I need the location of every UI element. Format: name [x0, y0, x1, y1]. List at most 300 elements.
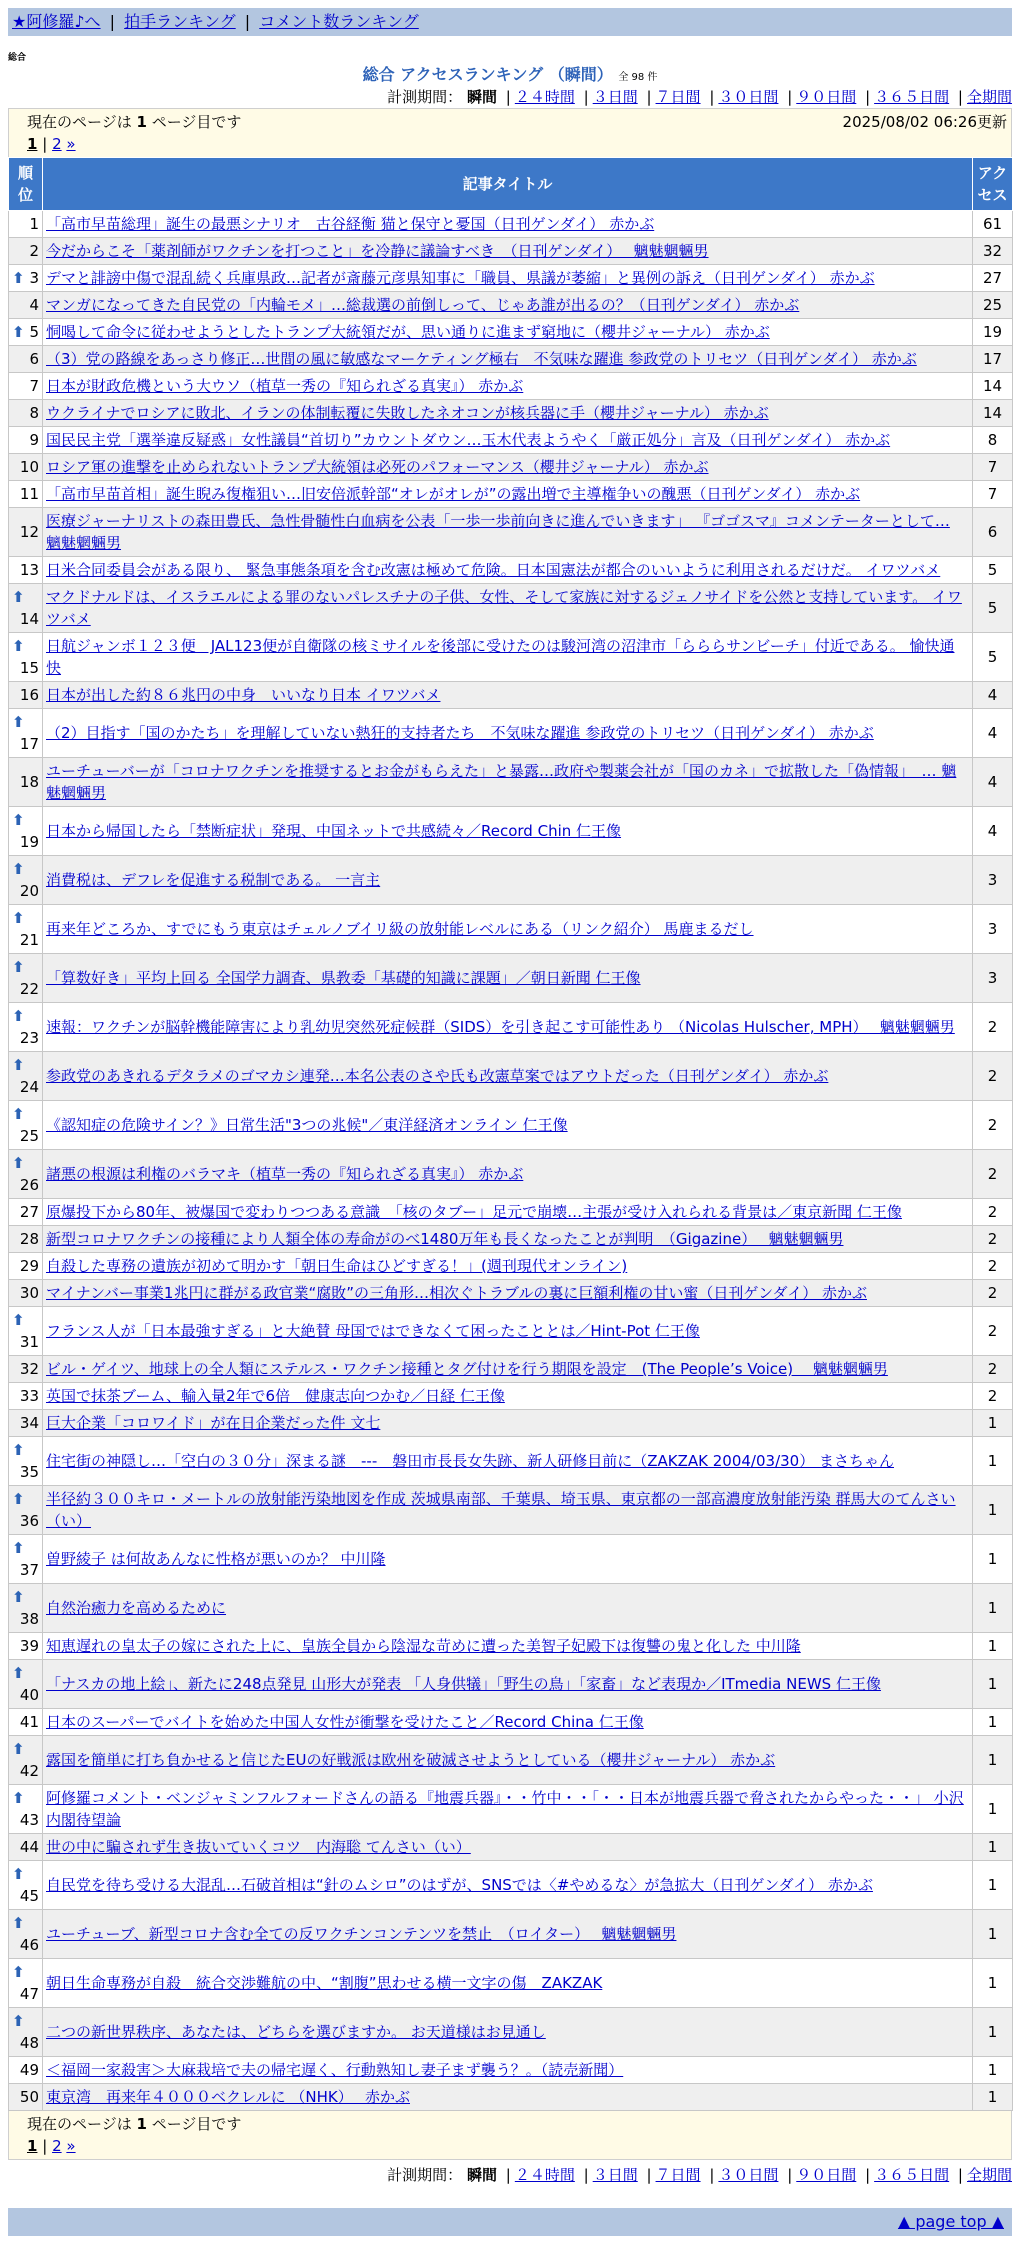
rank-number: 12	[19, 523, 39, 541]
table-row	[9, 1486, 1013, 1535]
access-count: 1	[973, 2057, 1013, 2084]
title-cell	[43, 1307, 973, 1356]
access-count: 6	[973, 508, 1013, 557]
title-cell	[43, 1437, 973, 1486]
rank-cell	[9, 1709, 43, 1736]
table-row	[9, 1736, 1013, 1785]
period-link-90d[interactable]: ９０日間	[796, 88, 857, 106]
rank-cell	[9, 2084, 43, 2111]
access-count: 2	[973, 1003, 1013, 1052]
article-link[interactable]: 国民民主党「選挙違反疑惑」女性議員“首切り”カウントダウン…玉木代表ようやく「厳正処分」言及（日刊ゲンダイ） 赤かぶ	[46, 431, 891, 449]
rank-number: 25	[19, 1127, 39, 1145]
page-1-current: 1	[27, 135, 38, 153]
title-cell	[43, 211, 973, 238]
up-arrow-icon: ⬆	[12, 1311, 25, 1329]
table-row	[9, 856, 1013, 905]
article-link[interactable]: 日本から帰国したら「禁断症状」発現、中国ネットで共感続々／Record Chin 仁王像	[46, 822, 622, 840]
article-link[interactable]: 日本が出した約８６兆円の中身 いいなり日本 イワツバメ	[46, 686, 441, 704]
clap-ranking-link[interactable]: 拍手ランキング	[124, 12, 236, 31]
access-count: 5	[973, 557, 1013, 584]
access-count: 1	[973, 2084, 1013, 2111]
table-row	[9, 1959, 1013, 2008]
title-cell	[43, 265, 973, 292]
access-count: 19	[973, 319, 1013, 346]
rank-cell	[9, 905, 43, 954]
table-row	[9, 481, 1013, 508]
article-link[interactable]: 新型コロナワクチンの接種により人類全体の寿命がのべ1480万年も長くなったことが判明 （Gigazine） 魑魅魍魎男	[46, 1230, 844, 1248]
rank-cell	[9, 633, 43, 682]
rank-cell	[9, 319, 43, 346]
rank-number: 39	[19, 1637, 39, 1655]
title-cell	[43, 2057, 973, 2084]
rank-number: 31	[19, 1333, 39, 1351]
page-title	[8, 64, 1012, 86]
article-link[interactable]: 巨大企業「コロワイド」が在日企業だった件 文七	[46, 1414, 381, 1432]
rank-number: 27	[19, 1203, 39, 1221]
article-link[interactable]: 「算数好き」平均上回る 全国学力調査、県教委「基礎的知識に課題」／朝日新聞 仁王像	[46, 969, 641, 987]
rank-number: 8	[29, 404, 39, 422]
period-link-7d[interactable]: ７日間	[655, 2166, 701, 2184]
period-label: 計測期間：	[387, 88, 463, 106]
rank-cell	[9, 1356, 43, 1383]
access-count: 5	[973, 584, 1013, 633]
rank-number: 32	[19, 1360, 39, 1378]
up-arrow-icon: ⬆	[12, 860, 25, 878]
title-cell	[43, 1584, 973, 1633]
title-cell	[43, 292, 973, 319]
title-cell	[43, 905, 973, 954]
table-row	[9, 1199, 1013, 1226]
access-count: 25	[973, 292, 1013, 319]
rank-cell	[9, 954, 43, 1003]
access-count: 2	[973, 1199, 1013, 1226]
article-link[interactable]: ユーチューバーが「コロナワクチンを推奨するとお金がもらえた」と暴露…政府や製薬会社が「国のカネ」で拡散した「偽情報」 … 魑魅魍魎男	[46, 762, 957, 802]
table-row	[9, 1052, 1013, 1101]
table-row	[9, 400, 1013, 427]
rank-number: 10	[19, 458, 39, 476]
period-link-30d[interactable]: ３０日間	[718, 88, 779, 106]
article-link[interactable]: 半径約３００キロ・メートルの放射能汚染地図を作成 茨城県南部、千葉県、埼玉県、東京都の一部高濃度放射能汚染 群馬大のてんさい（い）	[46, 1490, 956, 1530]
period-link-90d[interactable]: ９０日間	[796, 2166, 857, 2184]
rank-number: 9	[29, 431, 39, 449]
title-cell	[43, 682, 973, 709]
article-link[interactable]: 「高市早苗首相」誕生睨み復権狙い…旧安倍派幹部“オレがオレが”の露出増で主導権争いの醜悪（日刊ゲンダイ） 赤かぶ	[46, 485, 861, 503]
title-cell	[43, 427, 973, 454]
comment-ranking-link[interactable]: コメント数ランキング	[259, 12, 419, 31]
rank-number: 30	[19, 1284, 39, 1302]
rank-number: 13	[19, 561, 39, 579]
rank-cell	[9, 508, 43, 557]
table-row	[9, 1910, 1013, 1959]
table-row	[9, 905, 1013, 954]
article-link[interactable]: ユーチューブ、新型コロナ含む全ての反ワクチンコンテンツを禁止 （ロイター） 魑魅魍魎男	[46, 1925, 677, 1943]
rank-cell	[9, 373, 43, 400]
access-count: 14	[973, 400, 1013, 427]
table-row	[9, 2084, 1013, 2111]
home-link[interactable]: ★阿修羅♪へ	[12, 12, 101, 31]
title-cell	[43, 584, 973, 633]
article-link[interactable]: 原爆投下から80年、被爆国で変わりつつある意識 「核のタブー」足元で崩壊…主張が受け入れられる背景は／東京新聞 仁王像	[46, 1203, 902, 1221]
title-cell	[43, 1003, 973, 1052]
pager-top: 現在のページは 1 ページ目です 2025/08/02 06:26更新 1 | 2 »	[8, 108, 1012, 157]
rank-cell	[9, 1410, 43, 1437]
up-arrow-icon: ⬆	[12, 637, 25, 655]
rank-cell	[9, 1584, 43, 1633]
title-cell	[43, 758, 973, 807]
article-link[interactable]: ロシア軍の進撃を止められないトランプ大統領は必死のパフォーマンス（櫻井ジャーナル） 赤かぶ	[46, 458, 709, 476]
up-arrow-icon: ⬆	[12, 588, 25, 606]
title-cell	[43, 709, 973, 758]
table-row	[9, 2057, 1013, 2084]
article-link[interactable]: 恫喝して命令に従わせようとしたトランプ大統領だが、思い通りに進まず窮地に（櫻井ジャーナル） 赤かぶ	[46, 323, 770, 341]
table-row	[9, 557, 1013, 584]
access-count: 2	[973, 1356, 1013, 1383]
table-row	[9, 1003, 1013, 1052]
article-link[interactable]: 日航ジャンボ１２３便 JAL123便が自衛隊の核ミサイルを後部に受けたのは駿河湾の沼津市「らららサンビーチ」付近である。 愉快通快	[46, 637, 955, 677]
title-cell	[43, 1910, 973, 1959]
rank-number: 36	[19, 1512, 39, 1530]
up-arrow-icon: ⬆	[12, 1740, 25, 1758]
rank-cell	[9, 427, 43, 454]
access-count: 4	[973, 682, 1013, 709]
rank-cell	[9, 1535, 43, 1584]
access-count: 2	[973, 1307, 1013, 1356]
table-row	[9, 1307, 1013, 1356]
title-cell	[43, 508, 973, 557]
article-link[interactable]: 世の中に騙されず生き抜いていくコツ 内海聡 てんさい（い）	[46, 1838, 471, 1856]
article-link[interactable]: 朝日生命専務が自殺 統合交渉難航の中、“割腹”思わせる横一文字の傷 ZAKZAK	[46, 1974, 603, 1992]
rank-number: 37	[19, 1561, 39, 1579]
table-row	[9, 1383, 1013, 1410]
rank-cell	[9, 1834, 43, 1861]
up-arrow-icon: ⬆	[12, 2012, 25, 2030]
access-count: 1	[973, 1709, 1013, 1736]
access-count: 4	[973, 709, 1013, 758]
access-count: 1	[973, 1535, 1013, 1584]
access-count: 1	[973, 1633, 1013, 1660]
nav-separator: |	[244, 12, 251, 31]
pager-bottom: 現在のページは 1 ページ目です 1 | 2 »	[8, 2111, 1012, 2160]
article-link[interactable]: 自然治癒力を高めるために	[46, 1599, 227, 1617]
up-arrow-icon: ⬆	[12, 1789, 25, 1807]
access-count: 2	[973, 1052, 1013, 1101]
current-page-text: 現在のページは 1 ページ目です	[27, 113, 242, 131]
total-count: 全 98 件	[618, 72, 658, 83]
article-link[interactable]: 英国で抹茶ブーム、輸入量2年で6倍 健康志向つかむ／日経 仁王像	[46, 1387, 505, 1405]
article-link[interactable]: 自殺した専務の遺族が初めて明かす「朝日生命はひどすぎる！」(週刊現代オンライン)	[46, 1257, 628, 1275]
table-row	[9, 1410, 1013, 1437]
access-count: 1	[973, 1584, 1013, 1633]
nav-separator: |	[109, 12, 116, 31]
article-link[interactable]: マクドナルドは、イスラエルによる罪のないパレスチナの子供、女性、そして家族に対するジェノサイドを公然と支持しています。 イワツバメ	[46, 588, 962, 628]
rank-number: 26	[19, 1176, 39, 1194]
access-count: 14	[973, 373, 1013, 400]
access-count: 1	[973, 1486, 1013, 1535]
rank-cell	[9, 454, 43, 481]
article-link[interactable]: マイナンバー事業1兆円に群がる政官業“腐敗”の三角形…相次ぐトラブルの裏に巨額利権の甘い蜜（日刊ゲンダイ） 赤かぶ	[46, 1284, 867, 1302]
access-count: 1	[973, 1660, 1013, 1709]
up-arrow-icon: ⬆	[12, 1914, 25, 1932]
title-cell	[43, 1709, 973, 1736]
title-cell	[43, 1101, 973, 1150]
table-row	[9, 1280, 1013, 1307]
article-link[interactable]: 自民党を待ち受ける大混乱…石破首相は“針のムシロ”のはずが、SNSでは〈#やめるな〉が急拡大（日刊ゲンダイ） 赤かぶ	[46, 1876, 873, 1894]
rank-cell	[9, 1785, 43, 1834]
page-top-link[interactable]: ▲ page top ▲	[897, 2212, 1004, 2231]
rank-cell	[9, 1199, 43, 1226]
article-link[interactable]: 二つの新世界秩序、あなたは、どちらを選びますか。 お天道様はお見通し	[46, 2023, 546, 2041]
next-page-link[interactable]: »	[66, 135, 76, 153]
table-row	[9, 1356, 1013, 1383]
access-count: 1	[973, 1910, 1013, 1959]
article-link[interactable]: ＜福岡一家殺害＞大麻栽培で夫の帰宅遅く、行動熟知し妻子まず襲う？。（読売新聞）	[46, 2061, 624, 2079]
table-row	[9, 2008, 1013, 2057]
up-arrow-icon: ⬆	[12, 1539, 25, 1557]
rank-cell	[9, 1383, 43, 1410]
title-cell	[43, 1280, 973, 1307]
article-link[interactable]: 日米合同委員会がある限り、 緊急事態条項を含む改憲は極めて危険。日本国憲法が都合のいいように利用されるだけだ。 イワツバメ	[46, 561, 941, 579]
article-link[interactable]: マンガになってきた自民党の「内輪モメ」…総裁選の前倒しって、じゃあ誰が出るの？（日刊ゲンダイ） 赤かぶ	[46, 296, 800, 314]
access-count: 1	[973, 1437, 1013, 1486]
table-row	[9, 1633, 1013, 1660]
title-cell	[43, 954, 973, 1003]
access-count: 1	[973, 1959, 1013, 2008]
table-row	[9, 954, 1013, 1003]
rank-cell	[9, 400, 43, 427]
access-count: 1	[973, 1834, 1013, 1861]
article-link[interactable]: 日本のスーパーでバイトを始めた中国人女性が衝撃を受けたこと／Record China 仁王像	[46, 1713, 644, 1731]
article-link[interactable]: 日本が財政危機という大ウソ（植草一秀の『知られざる真実』） 赤かぶ	[46, 377, 524, 395]
period-link-3d[interactable]: ３日間	[592, 2166, 638, 2184]
table-row	[9, 682, 1013, 709]
rank-cell	[9, 1253, 43, 1280]
article-link[interactable]: （2）目指す「国のかたち」を理解していない熱狂的支持者たち 不気味な躍進 参政党のトリセツ（日刊ゲンダイ） 赤かぶ	[46, 724, 874, 742]
article-link[interactable]: 医療ジャーナリストの森田豊氏、急性骨髄性白血病を公表「一歩一歩前向きに進んでいきます」 『ゴゴスマ』コメンテーターとして… 魑魅魍魎男	[46, 512, 950, 552]
title-cell	[43, 1785, 973, 1834]
up-arrow-icon: ⬆	[12, 1007, 25, 1025]
rank-cell	[9, 1660, 43, 1709]
rank-number: 50	[19, 2088, 39, 2106]
access-count: 1	[973, 1785, 1013, 1834]
table-row	[9, 633, 1013, 682]
article-link[interactable]: 東京湾 再来年４０００ベクレルに （NHK） 赤かぶ	[46, 2088, 410, 2106]
article-link[interactable]: 阿修羅コメント・ベンジャミンフルフォードさんの語る『地震兵器』・・竹中・・「・・日本が地震兵器で脅されたからやった・・」 小沢内閣待望論	[46, 1789, 964, 1829]
rank-cell	[9, 709, 43, 758]
title-cell	[43, 1226, 973, 1253]
next-page-link[interactable]: »	[66, 2137, 76, 2155]
rank-number: 34	[19, 1414, 39, 1432]
title-cell	[43, 2084, 973, 2111]
table-row	[9, 1226, 1013, 1253]
period-link-365d[interactable]: ３６５日間	[874, 88, 950, 106]
up-arrow-icon: ⬆	[12, 1105, 25, 1123]
table-row	[9, 1253, 1013, 1280]
period-link-365d[interactable]: ３６５日間	[874, 2166, 950, 2184]
access-count: 2	[973, 1280, 1013, 1307]
title-cell	[43, 1535, 973, 1584]
title-cell	[43, 1383, 973, 1410]
article-link[interactable]: （3）党の路線をあっさり修正…世間の風に敏感なマーケティング極右 不気味な躍進 参政党のトリセツ（日刊ゲンダイ） 赤かぶ	[46, 350, 917, 368]
article-link[interactable]: 参政党のあきれるデタラメのゴマカシ連発…本名公表のさや氏も改憲草案ではアウトだった（日刊ゲンダイ） 赤かぶ	[46, 1067, 829, 1085]
period-link-all[interactable]: 全期間	[966, 88, 1012, 106]
table-row	[9, 758, 1013, 807]
article-link[interactable]: 今だからこそ「薬剤師がワクチンを打つこと」を冷静に議論すべき （日刊ゲンダイ） 魑魅魍魎男	[46, 242, 709, 260]
table-row	[9, 584, 1013, 633]
table-row	[9, 1660, 1013, 1709]
period-link-7d[interactable]: ７日間	[655, 88, 701, 106]
article-link[interactable]: 《認知症の危険サイン？》日常生活"3つの兆候"／東洋経済オンライン 仁王像	[46, 1116, 568, 1134]
page-2-link[interactable]: 2	[52, 2137, 62, 2155]
rank-number: 17	[19, 735, 39, 753]
period-link-all[interactable]: 全期間	[966, 2166, 1012, 2184]
access-count: 61	[973, 211, 1013, 238]
access-count: 8	[973, 427, 1013, 454]
period-link-3d[interactable]: ３日間	[592, 88, 638, 106]
rank-cell	[9, 1150, 43, 1199]
ranking-rows	[9, 211, 1013, 2111]
access-count: 2	[973, 1226, 1013, 1253]
up-arrow-icon: ⬆	[12, 713, 25, 731]
title-cell	[43, 1736, 973, 1785]
up-arrow-icon: ⬆	[12, 1490, 25, 1508]
title-cell	[43, 373, 973, 400]
up-arrow-icon: ⬆	[12, 1154, 25, 1172]
article-link[interactable]: 速報：ワクチンが脳幹機能障害により乳幼児突然死症候群（SIDS）を引き起こす可能性あり （Nicolas Hulscher, MPH） 魑魅魍魎男	[46, 1018, 955, 1036]
rank-number: 19	[19, 833, 39, 851]
title-cell	[43, 1356, 973, 1383]
article-link[interactable]: 諸悪の根源は利権のバラマキ（植草一秀の『知られざる真実』） 赤かぶ	[46, 1165, 524, 1183]
article-link[interactable]: フランス人が「日本最強すぎる」と大絶賛 母国ではできなくて困ったこととは／Hint-Pot 仁王像	[46, 1322, 700, 1340]
title-cell	[43, 1199, 973, 1226]
rank-number: 40	[19, 1686, 39, 1704]
rank-cell	[9, 1736, 43, 1785]
access-count: 5	[973, 633, 1013, 682]
table-row	[9, 346, 1013, 373]
title-cell	[43, 1633, 973, 1660]
title-cell	[43, 1150, 973, 1199]
article-link[interactable]: 消費税は、デフレを促進する税制である。 一言主	[46, 871, 381, 889]
period-current: 瞬間	[466, 2166, 497, 2184]
access-count: 7	[973, 454, 1013, 481]
period-selector-top: 計測期間： 瞬間 | ２４時間 | ３日間 | ７日間 | ３０日間 | ９０日間 | ３６５日間 | 全期間	[387, 88, 1012, 106]
period-label: 計測期間：	[387, 2166, 463, 2184]
table-row	[9, 1437, 1013, 1486]
rank-number: 47	[19, 1985, 39, 2003]
rank-number: 46	[19, 1936, 39, 1954]
article-link[interactable]: 「高市早苗総理」誕生の最悪シナリオ 古谷経衡 猫と保守と憂国（日刊ゲンダイ） 赤かぶ	[46, 215, 655, 233]
article-link[interactable]: ビル・ゲイツ、地球上の全人類にステルス・ワクチン接種とタグ付けを行う期限を設定 (The People’s Voice) 魑魅魍魎男	[46, 1360, 888, 1378]
title-cell	[43, 1410, 973, 1437]
rank-number: 20	[19, 882, 39, 900]
rank-number: 33	[19, 1387, 39, 1405]
title-cell	[43, 1959, 973, 2008]
table-row	[9, 319, 1013, 346]
table-row	[9, 1861, 1013, 1910]
table-row	[9, 427, 1013, 454]
title-cell	[43, 856, 973, 905]
rank-cell	[9, 1910, 43, 1959]
title-cell	[43, 1861, 973, 1910]
rank-cell	[9, 758, 43, 807]
up-arrow-icon: ⬆	[12, 1056, 25, 1074]
access-count: 3	[973, 856, 1013, 905]
rank-number: 45	[19, 1887, 39, 1905]
article-link[interactable]: 露国を簡単に打ち負かせると信じたEUの好戦派は欧州を破滅させようとしている（櫻井ジャーナル） 赤かぶ	[46, 1751, 776, 1769]
title-cell	[43, 557, 973, 584]
access-count: 4	[973, 807, 1013, 856]
article-link[interactable]: 「ナスカの地上絵」、新たに248点発見 山形大が発表 「人身供犠」「野生の鳥」「家畜」など表現か／ITmedia NEWS 仁王像	[46, 1675, 881, 1693]
up-arrow-icon: ⬆	[12, 269, 25, 287]
rank-number: 28	[19, 1230, 39, 1248]
title-cell	[43, 481, 973, 508]
title-cell	[43, 2008, 973, 2057]
up-arrow-icon: ⬆	[12, 909, 25, 927]
rank-number: 22	[19, 980, 39, 998]
article-link[interactable]: 再来年どころか、すでにもう東京はチェルノブイリ級の放射能レベルにある（リンク紹介） 馬鹿まるだし	[46, 920, 754, 938]
rank-number: 7	[29, 377, 39, 395]
access-count: 3	[973, 905, 1013, 954]
rank-number: 29	[19, 1257, 39, 1275]
rank-number: 42	[19, 1762, 39, 1780]
article-link[interactable]: 知恵遅れの皇太子の嫁にされた上に、皇族全員から陰湿な苛めに遭った美智子妃殿下は復讐の鬼と化した 中川隆	[46, 1637, 801, 1655]
up-arrow-icon: ⬆	[12, 811, 25, 829]
up-arrow-icon: ⬆	[12, 323, 25, 341]
access-count: 3	[973, 954, 1013, 1003]
article-link[interactable]: ウクライナでロシアに敗北、イランの体制転覆に失敗したネオコンが核兵器に手（櫻井ジャーナル） 赤かぶ	[46, 404, 769, 422]
table-row	[9, 1535, 1013, 1584]
access-count: 2	[973, 1150, 1013, 1199]
rank-cell	[9, 682, 43, 709]
rank-cell	[9, 1861, 43, 1910]
rank-number: 1	[29, 215, 39, 233]
rank-number: 44	[19, 1838, 39, 1856]
rank-cell	[9, 265, 43, 292]
title-cell	[43, 1253, 973, 1280]
rank-cell	[9, 481, 43, 508]
page-2-link[interactable]: 2	[52, 135, 62, 153]
period-link-30d[interactable]: ３０日間	[718, 2166, 779, 2184]
page-title-text: 総合 アクセスランキング （瞬間）	[362, 65, 613, 84]
rank-cell	[9, 1633, 43, 1660]
table-row	[9, 1101, 1013, 1150]
rank-cell	[9, 807, 43, 856]
up-arrow-icon: ⬆	[12, 1963, 25, 1981]
rank-number: 43	[19, 1811, 39, 1829]
page-1-current: 1	[27, 2137, 38, 2155]
access-count: 2	[973, 1383, 1013, 1410]
period-link-24h[interactable]: ２４時間	[514, 2166, 575, 2184]
title-cell	[43, 400, 973, 427]
rank-number: 15	[19, 659, 39, 677]
rank-number: 16	[19, 686, 39, 704]
rank-cell	[9, 1437, 43, 1486]
header-access: アクセス	[973, 158, 1013, 211]
article-link[interactable]: 住宅街の神隠し…「空白の３０分」深まる謎 --- 磐田市長長女失跡、新人研修目前に（ZAKZAK 2004/03/30） まさちゃん	[46, 1452, 894, 1470]
period-current: 瞬間	[466, 88, 497, 106]
rank-number: 21	[19, 931, 39, 949]
table-row	[9, 508, 1013, 557]
rank-cell	[9, 1959, 43, 2008]
table-row	[9, 807, 1013, 856]
rank-cell	[9, 557, 43, 584]
rank-number: 41	[19, 1713, 39, 1731]
period-link-24h[interactable]: ２４時間	[514, 88, 575, 106]
title-cell	[43, 1052, 973, 1101]
header-rank: 順位	[9, 158, 43, 211]
article-link[interactable]: 曽野綾子 は何故あんなに性格が悪いのか？ 中川隆	[46, 1550, 386, 1568]
access-count: 7	[973, 481, 1013, 508]
article-link[interactable]: デマと誹謗中傷で混乱続く兵庫県政…記者が斎藤元彦県知事に「職員、県議が萎縮」と異例の訴え（日刊ゲンダイ） 赤かぶ	[46, 269, 875, 287]
